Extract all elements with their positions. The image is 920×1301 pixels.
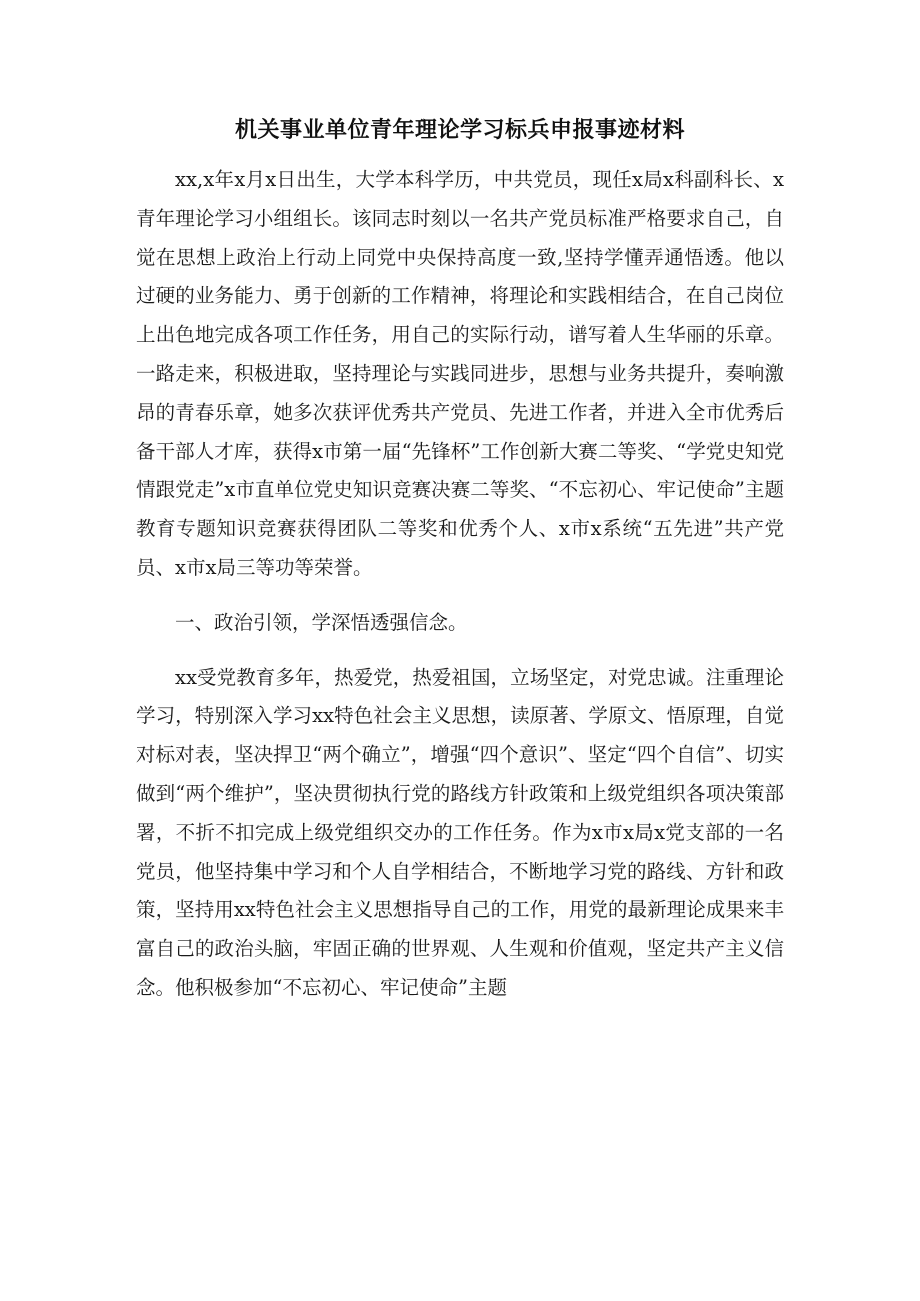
section-heading-1: 一、政治引领，学深悟透强信念。 <box>175 610 468 634</box>
document-body <box>136 161 784 1008</box>
paragraph-section-1: xx受党教育多年，热爱党，热爱祖国，立场坚定，对党忠诚。注重理论学习，特别深入学习xx特色社会主义思想，读原著、学原文、悟原理，自觉对标对表，坚决捍卫“两个确立”，增强“四个意识”、坚定“四个自信”、切实做到“两个维护”，坚决贯彻执行党的路线方针政策和上级党组织各项决策部署，不折不扣完成上级党组织交办的工作任务。作为x市x局x党支部的一名党员，他坚持集中学习和个人自学相结合，不断地学习党的路线、方针和政策，坚持用xx特色社会主义思想指导自己的工作，用党的最新理论成果来丰富自己的政治头脑，牢固正确的世界观、人生观和价值观，坚定共产主义信念。他积极参加“不忘初心、牢记使命”主题 <box>136 665 784 999</box>
document-title: 机关事业单位青年理论学习标兵申报事迹材料 <box>234 118 685 143</box>
paragraph-intro: xx,x年x月x日出生，大学本科学历，中共党员，现任x局x科副科长、x青年理论学习小组组长。该同志时刻以一名共产党员标准严格要求自己，自觉在思想上政治上行动上同党中央保持高度一致,坚持学懂弄通悟透。他以过硬的业务能力、勇于创新的工作精神，将理论和实践相结合，在自己岗位上出色地完成各项工作任务，用自己的实际行动，谱写着人生华丽的乐章。一路走来，积极进取，坚持理论与实践同进步，思想与业务共提升，奏响激昂的青春乐章，她多次获评优秀共产党员、先进工作者，并进入全市优秀后备干部人才库，获得x市第一届“先锋杯”工作创新大赛二等奖、“学党史知党情跟党走”x市直单位党史知识竞赛决赛二等奖、“不忘初心、牢记使命”主题教育专题知识竞赛获得团队二等奖和优秀个人、x市x系统“五先进”共产党员、x市x局三等功等荣誉。 <box>136 168 784 579</box>
